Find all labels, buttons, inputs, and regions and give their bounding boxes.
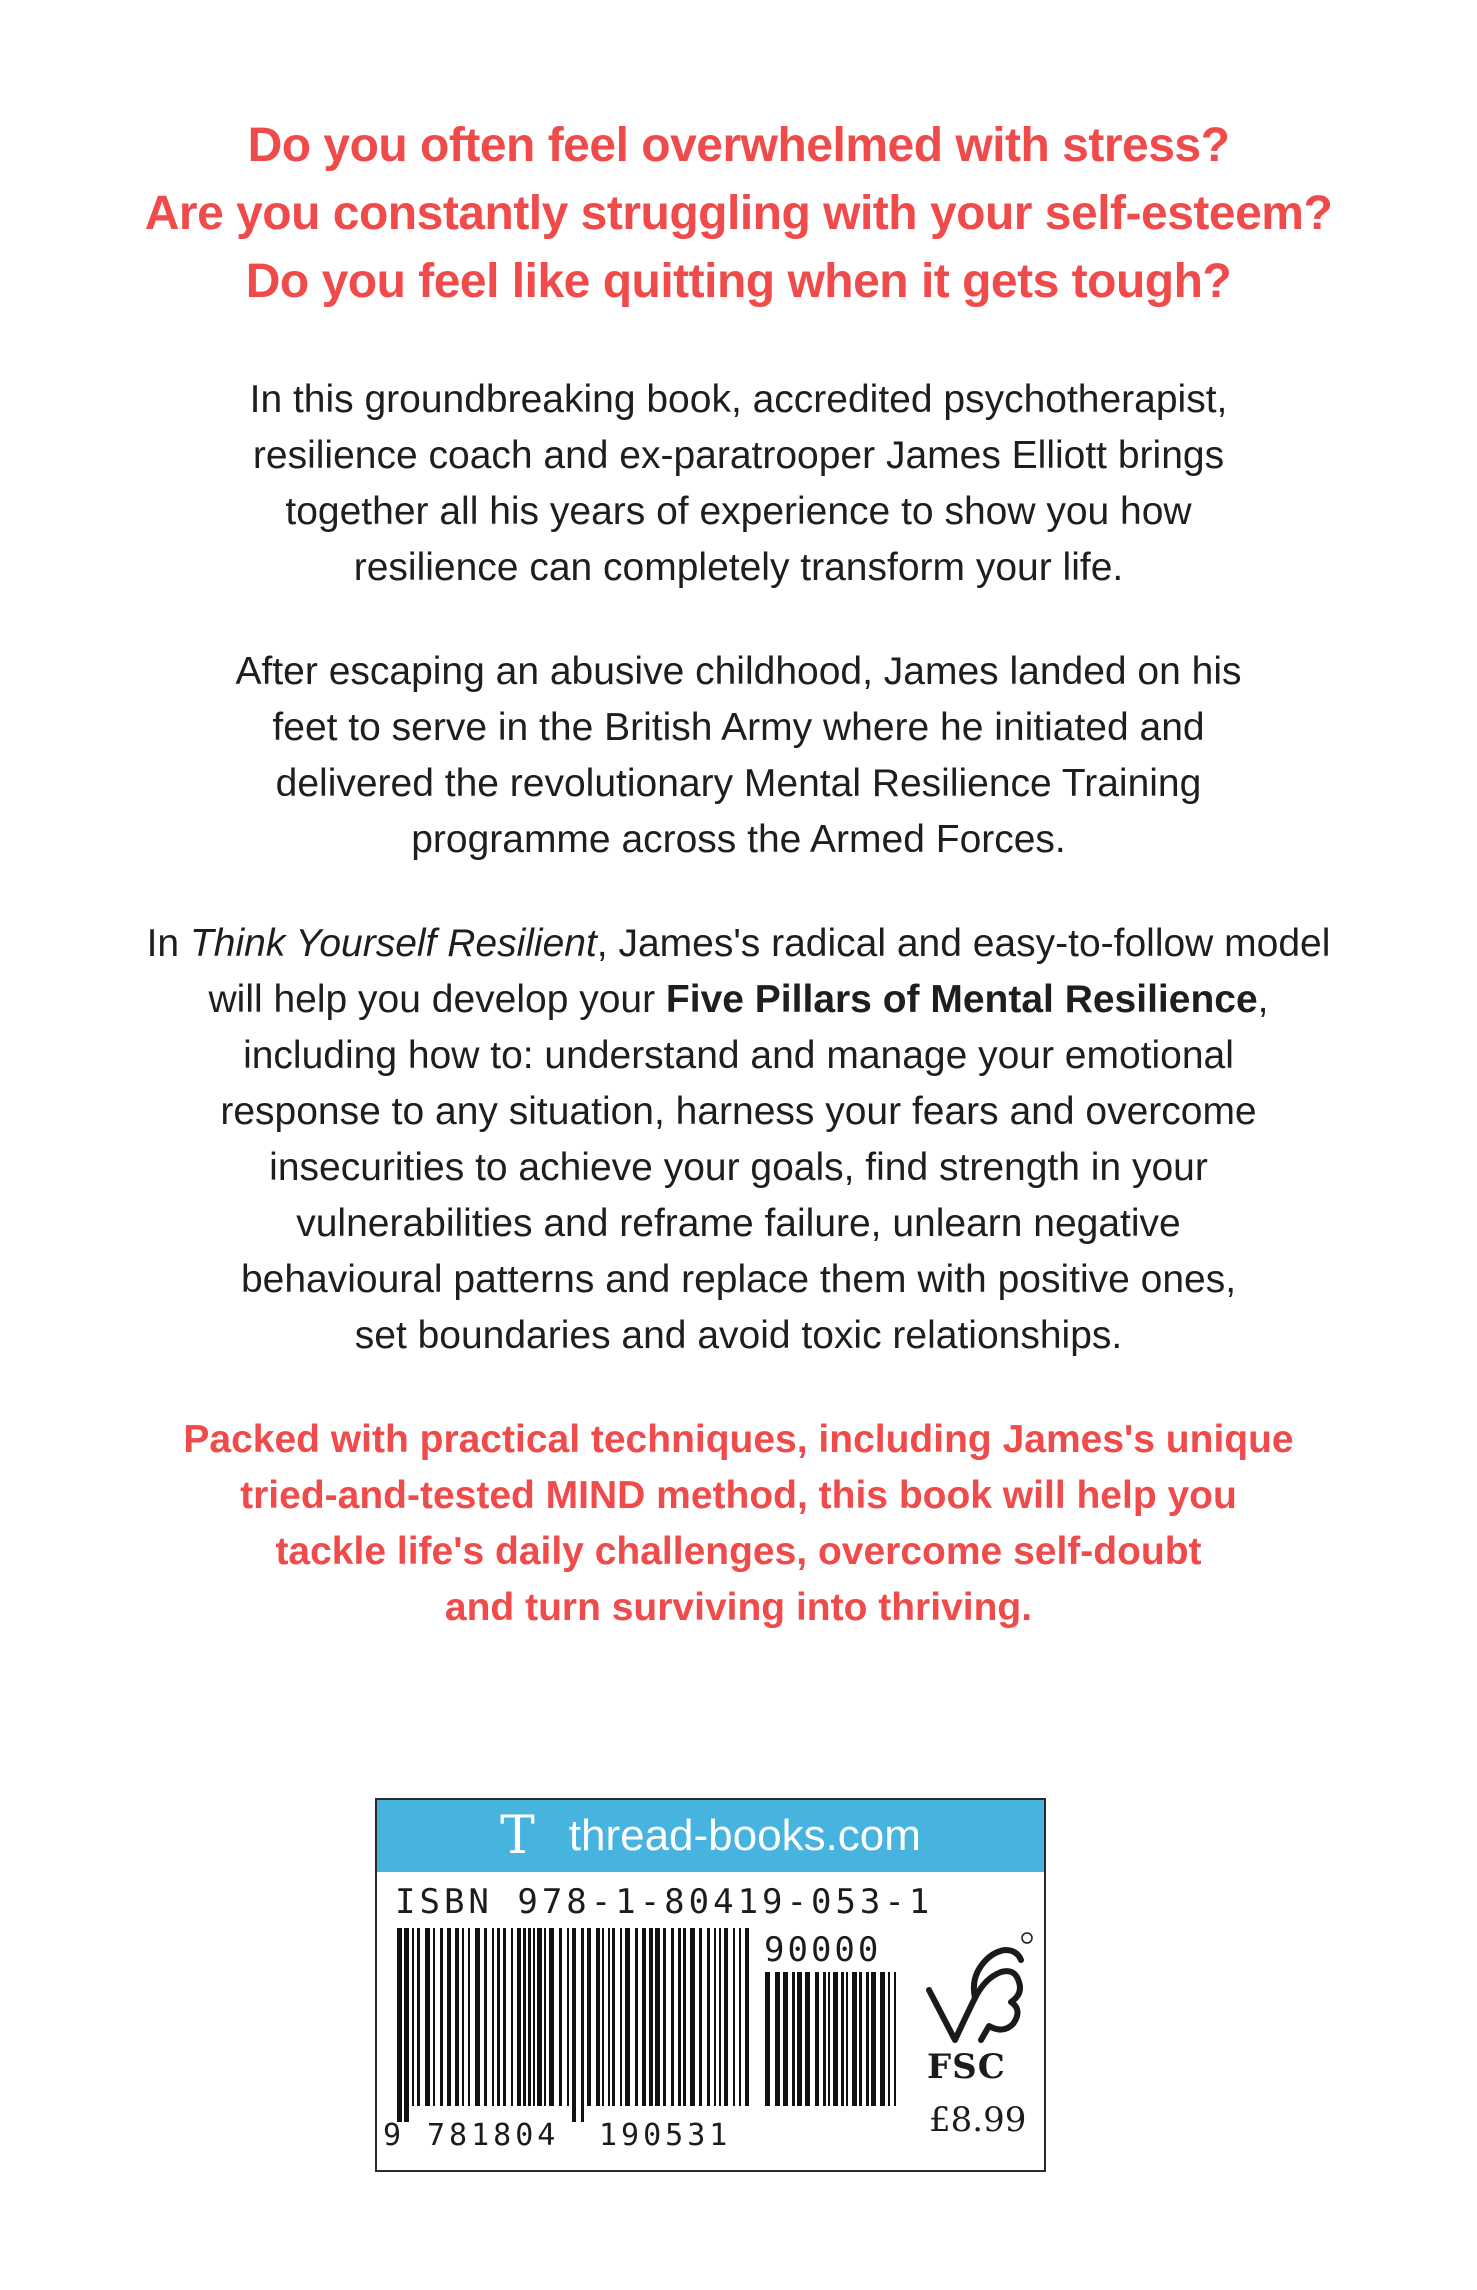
barcode-bar [714, 1928, 716, 2106]
barcode-bar [739, 1928, 741, 2106]
barcode-bar [625, 1928, 630, 2106]
barcode-bar [608, 1928, 610, 2106]
text-fragment: In [146, 922, 190, 965]
barcode-bar [707, 1928, 710, 2106]
barcode-bar [537, 1928, 542, 2106]
barcode-bar [719, 1928, 721, 2106]
text-fragment: , [1257, 978, 1269, 1021]
price-addon-digits: 90000 [764, 1930, 882, 1970]
barcode-bar [765, 1972, 770, 2106]
text-line: In this groundbreaking book, accredited psychotherapist, [249, 378, 1228, 421]
barcode-bar [805, 1972, 810, 2106]
barcode-bar [503, 1928, 506, 2106]
publisher-banner [377, 1800, 1044, 1872]
barcode-bar [815, 1972, 819, 2106]
book-title: Think Yourself Resilient [189, 922, 597, 965]
ean-barcode [395, 1928, 751, 2122]
text-line: Packed with practical techniques, including James's unique [183, 1418, 1294, 1461]
barcode-bar [404, 1928, 409, 2122]
text-line [40, 972, 1437, 1028]
intro-paragraph [40, 372, 1437, 596]
text-line: delivered the revolutionary Mental Resilience Training [275, 762, 1202, 805]
barcode-bar [678, 1928, 681, 2106]
barcode-bar [417, 1928, 420, 2106]
barcode-panel [375, 1798, 1046, 2172]
barcode-bar [544, 1928, 546, 2106]
text-line: After escaping an abusive childhood, James landed on his [235, 650, 1242, 693]
hook-question: Are you constantly struggling with your self-esteem? [144, 187, 1333, 240]
barcode-bar [433, 1928, 435, 2106]
barcode-bar [492, 1928, 494, 2106]
barcode-bar [745, 1928, 749, 2106]
barcode-bar [447, 1928, 451, 2106]
barcode-bar [894, 1972, 896, 2106]
publisher-logo: T [500, 1806, 535, 1866]
barcode-bar [655, 1928, 660, 2106]
barcode-bar [587, 1928, 591, 2106]
barcode-bar [581, 1928, 584, 2122]
barcode-bar [462, 1928, 464, 2106]
barcode-bar [517, 1928, 521, 2106]
biography-paragraph [40, 644, 1437, 868]
barcode-digit-group: 781804 [427, 2118, 560, 2153]
publisher-website: thread-books.com [568, 1811, 921, 1860]
fsc-label: FSC [927, 2047, 1006, 2087]
barcode-bar [497, 1928, 500, 2106]
barcode-bar [567, 1928, 569, 2106]
text-line: tackle life's daily challenges, overcome self-doubt [275, 1530, 1202, 1573]
barcode-bar [846, 1972, 848, 2106]
barcode-bar [828, 1972, 830, 2106]
addon-barcode [763, 1972, 901, 2122]
text-line: together all his years of experience to show you how [285, 490, 1192, 533]
barcode-bar [620, 1928, 622, 2106]
text-line [40, 916, 1437, 972]
barcode-bar [528, 1928, 531, 2106]
barcode-bar [841, 1972, 844, 2106]
text-line: programme across the Armed Forces. [411, 818, 1066, 861]
barcode-bar [823, 1972, 826, 2106]
barcode-bar [612, 1928, 615, 2106]
fsc-tree-icon [915, 1928, 1035, 2048]
text-line: and turn surviving into thriving. [444, 1586, 1033, 1629]
barcode-bar [572, 1928, 576, 2122]
barcode-bar [642, 1928, 646, 2106]
barcode-bar [733, 1928, 735, 2106]
text-line: vulnerabilities and reframe failure, unlearn negative [296, 1202, 1181, 1245]
barcode-bar [792, 1972, 795, 2106]
text-line: resilience can completely transform your life. [353, 546, 1124, 589]
barcode-bar [425, 1928, 430, 2106]
barcode-digit-group: 190531 [599, 2118, 732, 2153]
five-pillars-emphasis: Five Pillars of Mental Resilience [665, 978, 1258, 1021]
barcode-bar [559, 1928, 562, 2106]
barcode-bar [511, 1928, 513, 2106]
barcode-digit-first: 9 [383, 2118, 402, 2153]
barcode-bar [783, 1972, 788, 2106]
barcode-bar [859, 1972, 862, 2106]
model-paragraph [40, 916, 1437, 1364]
barcode-bar [549, 1928, 554, 2106]
barcode-bar [683, 1928, 686, 2106]
barcode-bar [397, 1928, 402, 2122]
barcode-bar [602, 1928, 604, 2106]
barcode-bar [523, 1928, 526, 2106]
text-line: tried-and-tested MIND method, this book will help you [240, 1474, 1237, 1517]
hook-questions [0, 112, 1477, 316]
barcode-bar [866, 1972, 869, 2106]
text-line: insecurities to achieve your goals, find strength in your [269, 1146, 1208, 1189]
barcode-bar [440, 1928, 443, 2106]
closing-pitch [40, 1412, 1437, 1636]
barcode-bar [724, 1928, 728, 2106]
barcode-bar [412, 1928, 414, 2106]
barcode-bar [671, 1928, 674, 2106]
barcode-bar [475, 1928, 480, 2106]
text-line: set boundaries and avoid toxic relationships. [354, 1314, 1123, 1357]
barcode-bar [635, 1928, 638, 2106]
barcode-bar [533, 1928, 535, 2106]
price-label: £8.99 [929, 2100, 1027, 2140]
text-line: response to any situation, harness your fears and overcome [220, 1090, 1257, 1133]
barcode-bar [468, 1928, 470, 2106]
text-line: behavioural patterns and replace them with positive ones, [240, 1258, 1237, 1301]
barcode-bar [699, 1928, 702, 2106]
isbn-number: ISBN 978-1-80419-053-1 [395, 1882, 934, 1922]
text-line: feet to serve in the British Army where he initiated and [272, 706, 1205, 749]
barcode-bar [455, 1928, 459, 2106]
barcode-bar [880, 1972, 885, 2106]
barcode-bar [888, 1972, 890, 2106]
barcode-bar [649, 1928, 653, 2106]
barcode-bar [596, 1928, 600, 2106]
text-fragment: will help you develop your [208, 978, 666, 1021]
text-line: including how to: understand and manage your emotional [243, 1034, 1234, 1077]
hook-question: Do you often feel overwhelmed with stress? [247, 119, 1230, 172]
text-fragment: , James's radical and easy-to-follow model [596, 922, 1331, 965]
barcode-bar [852, 1972, 857, 2106]
barcode-bar [775, 1972, 780, 2106]
barcode-bar [797, 1972, 802, 2106]
barcode-bar [833, 1972, 838, 2106]
barcode-bar [871, 1972, 876, 2106]
barcode-bar [663, 1928, 666, 2106]
hook-question: Do you feel like quitting when it gets tough? [245, 255, 1232, 308]
barcode-bar [690, 1928, 695, 2106]
text-line: resilience coach and ex-paratrooper James Elliott brings [252, 434, 1225, 477]
barcode-bar [484, 1928, 487, 2106]
